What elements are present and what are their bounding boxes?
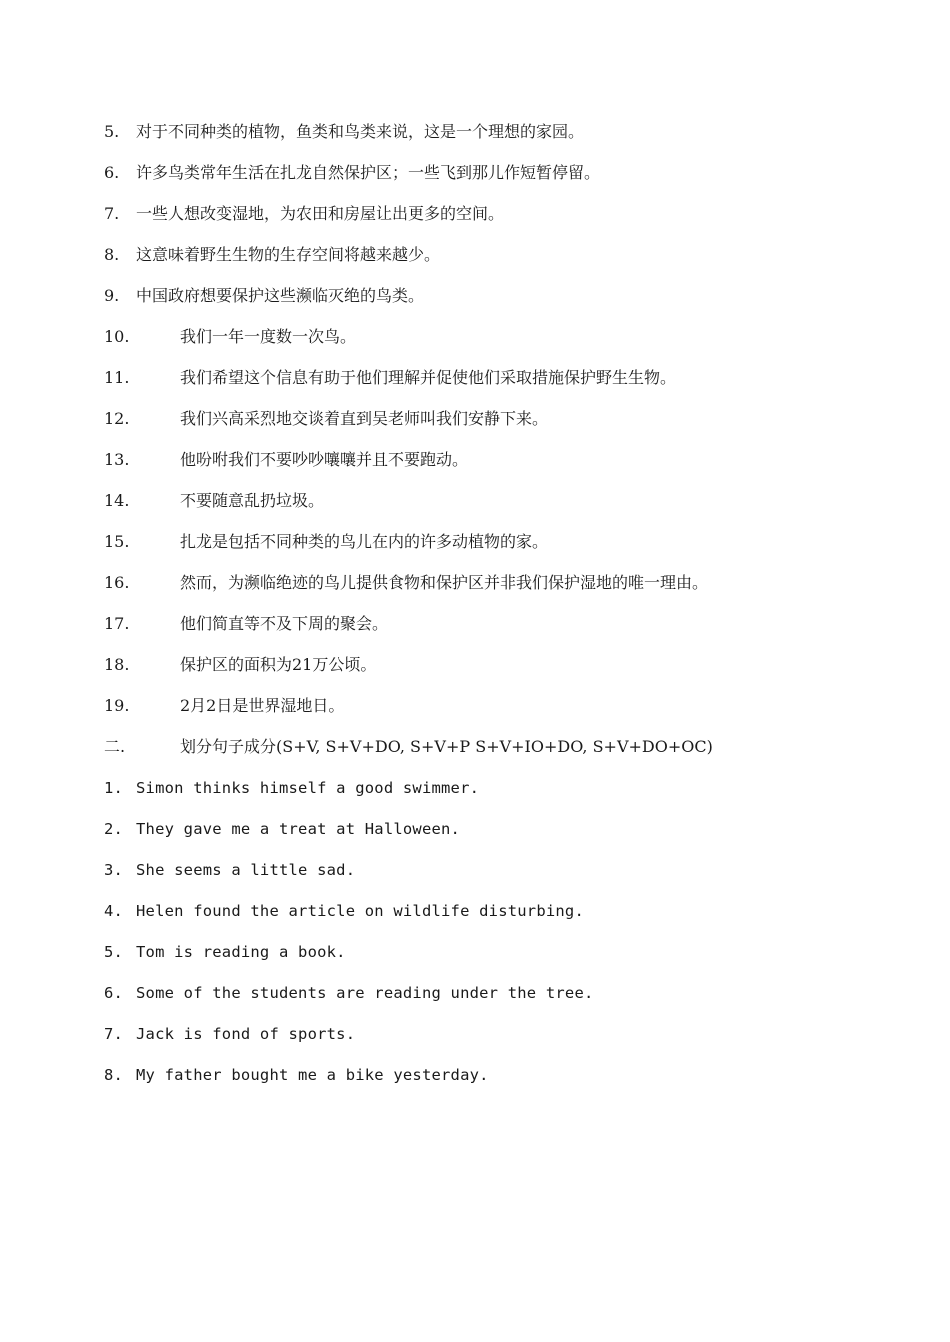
item-text: Some of the students are reading under the tree. — [136, 984, 594, 1002]
zh-item-16 — [104, 571, 708, 595]
en-item-8 — [104, 1063, 489, 1087]
item-number: 14. — [104, 491, 130, 510]
item-text: 一些人想改变湿地，为农田和房屋让出更多的空间。 — [136, 204, 505, 223]
item-number: 8. — [104, 1066, 124, 1084]
item-number: 15. — [104, 532, 130, 551]
en-item-1 — [104, 776, 479, 800]
item-text: Simon thinks himself a good swimmer. — [136, 779, 480, 797]
item-number: 10. — [104, 327, 130, 346]
zh-item-10 — [104, 325, 356, 349]
item-text: 2月2日是世界湿地日。 — [180, 696, 345, 715]
item-text: They gave me a treat at Halloween. — [136, 820, 461, 838]
section-number: 二. — [104, 737, 126, 756]
item-text: 我们一年一度数一次鸟。 — [180, 327, 357, 346]
section-title: 划分句子成分(S+V, S+V+DO, S+V+P S+V+IO+DO, S+V+DO+OC) — [180, 737, 713, 756]
item-text: 我们兴高采烈地交谈着直到吴老师叫我们安静下来。 — [180, 409, 549, 428]
item-number: 2. — [104, 820, 124, 838]
item-text: 许多鸟类常年生活在扎龙自然保护区；一些飞到那儿作短暂停留。 — [136, 163, 601, 182]
item-number: 6. — [104, 984, 124, 1002]
item-text: 保护区的面积为21万公顷。 — [180, 655, 377, 674]
zh-item-9 — [104, 284, 424, 308]
zh-item-7 — [104, 202, 504, 226]
item-number: 12. — [104, 409, 130, 428]
item-number: 11. — [104, 368, 130, 387]
zh-item-15 — [104, 530, 548, 554]
item-number: 13. — [104, 450, 130, 469]
en-item-7 — [104, 1022, 355, 1046]
item-text: 扎龙是包括不同种类的鸟儿在内的许多动植物的家。 — [180, 532, 549, 551]
item-number: 7. — [104, 1025, 124, 1043]
zh-item-11 — [104, 366, 676, 390]
item-number: 19. — [104, 696, 130, 715]
item-number: 17. — [104, 614, 130, 633]
zh-item-6 — [104, 161, 600, 185]
item-number: 8. — [104, 245, 120, 264]
zh-item-5 — [104, 120, 584, 144]
item-text: Helen found the article on wildlife disturbing. — [136, 902, 584, 920]
zh-item-8 — [104, 243, 440, 267]
en-item-6 — [104, 981, 594, 1005]
zh-item-19 — [104, 694, 344, 718]
section-heading — [104, 735, 713, 759]
item-text: 他们简直等不及下周的聚会。 — [180, 614, 389, 633]
en-item-4 — [104, 899, 584, 923]
item-number: 18. — [104, 655, 130, 674]
item-number: 9. — [104, 286, 120, 305]
item-number: 1. — [104, 779, 124, 797]
en-item-2 — [104, 817, 460, 841]
zh-item-14 — [104, 489, 324, 513]
item-number: 5. — [104, 943, 124, 961]
item-number: 5. — [104, 122, 120, 141]
zh-item-12 — [104, 407, 548, 431]
item-number: 4. — [104, 902, 124, 920]
item-text: 然而，为濒临绝迹的鸟儿提供食物和保护区并非我们保护湿地的唯一理由。 — [180, 573, 709, 592]
en-item-3 — [104, 858, 355, 882]
item-number: 6. — [104, 163, 120, 182]
zh-item-13 — [104, 448, 468, 472]
item-text: She seems a little sad. — [136, 861, 356, 879]
item-text: 他吩咐我们不要吵吵嚷嚷并且不要跑动。 — [180, 450, 469, 469]
item-number: 7. — [104, 204, 120, 223]
en-item-5 — [104, 940, 346, 964]
item-number: 16. — [104, 573, 130, 592]
item-text: 不要随意乱扔垃圾。 — [180, 491, 325, 510]
item-number: 3. — [104, 861, 124, 879]
item-text: Jack is fond of sports. — [136, 1025, 356, 1043]
item-text: 我们希望这个信息有助于他们理解并促使他们采取措施保护野生生物。 — [180, 368, 677, 387]
item-text: 中国政府想要保护这些濒临灭绝的鸟类。 — [136, 286, 425, 305]
zh-item-17 — [104, 612, 388, 636]
item-text: 对于不同种类的植物，鱼类和鸟类来说，这是一个理想的家园。 — [136, 122, 585, 141]
item-text: Tom is reading a book. — [136, 943, 346, 961]
item-text: My father bought me a bike yesterday. — [136, 1066, 489, 1084]
zh-item-18 — [104, 653, 376, 677]
item-text: 这意味着野生生物的生存空间将越来越少。 — [136, 245, 441, 264]
